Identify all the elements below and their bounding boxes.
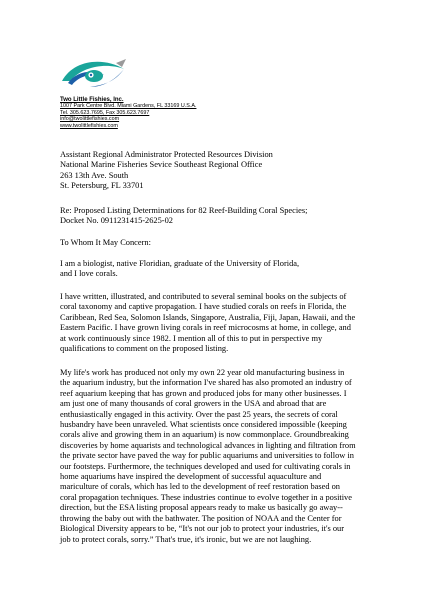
website-link[interactable]: www.twolittlefishies.com [60, 122, 118, 129]
phone-fax-link[interactable]: Tel. 305.623.7695, Fax 305.623.7697 [60, 109, 150, 116]
paragraph-line: the aquarium industry, but the information I've shared has also promoted an industry of [60, 378, 352, 388]
paragraph-line: at work continuously since 1982. I mention all of this to put in perspective my [60, 333, 323, 343]
paragraph-line: our footsteps. Furthermore, the techniques developed and used for cultivating corals in [60, 461, 351, 471]
recipient-line: National Marine Fisheries Sevice Southeast Regional Office [60, 160, 263, 170]
paragraph-line: coral propagation techniques. These industries continue to evolve together in a positive [60, 492, 352, 502]
paragraph-qualifications [60, 292, 390, 354]
letterhead [60, 97, 196, 129]
paragraph-industry [60, 368, 390, 545]
paragraph-line: qualifications to comment on the proposed listing. [60, 344, 229, 354]
paragraph-line: coral taxonomy and captive propagation. I have studied corals on reefs in Florida, the [60, 302, 347, 312]
paragraph-line: home aquariums have inspired the development of successful aquaculture and [60, 472, 322, 482]
paragraph-line: Biological Diversity appears to be, “It's not our job to protect your industries, it's our [60, 524, 344, 534]
recipient-line: St. Petersburg, FL 33701 [60, 181, 144, 191]
paragraph-line: My life's work has produced not only my own 22 year old manufacturing business in [60, 368, 345, 377]
paragraph-line: Eastern Pacific. I have grown living corals in reef microcosms at home, in college, and [60, 323, 351, 333]
paragraph-line: job to protect corals, sorry.” That's true, it's ironic, but we are not laughing. [60, 534, 312, 544]
email-link[interactable]: info@twolittlefishies.com [60, 116, 120, 123]
paragraph-line: discoveries by home aquarists and technological advances in lighting and filtration from [60, 440, 356, 450]
paragraph-line: I have written, illustrated, and contributed to several seminal books on the subjects of [60, 292, 347, 301]
subject-text: Re: Proposed Listing Determinations for 82 Reef-Building Coral Species; [60, 206, 308, 215]
company-name: Two Little Fishies, Inc. [60, 97, 124, 103]
recipient-line: Assistant Regional Administrator Protected Resources Division [60, 150, 273, 159]
recipient-address [60, 150, 390, 192]
paragraph-intro [60, 259, 390, 280]
subject-text: Docket No. 0911231415-2625-02 [60, 216, 173, 226]
paragraph-line: and I love corals. [60, 269, 118, 279]
paragraph-line: husbandry have been unraveled. What scientists once considered impossible (keeping [60, 420, 347, 430]
paragraph-line: the private sector have paved the way for public aquariums and universities to follow in [60, 451, 354, 461]
paragraph-line: Caribbean, Red Sea, Solomon Islands, Singapore, Australia, Fiji, Japan, Hawaii, and the [60, 312, 356, 322]
company-address-link[interactable]: 1007 Park Centre Blvd. Miami Gardens, FL 33169 U.S.A. [60, 103, 197, 110]
salutation-text: To Whom It May Concern: [60, 238, 151, 247]
salutation [60, 238, 390, 248]
paragraph-line: reef aquarium keeping that has grown and produced jobs for many other businesses. I [60, 388, 347, 398]
fish-logo-icon [60, 57, 130, 89]
paragraph-line: mariculture of corals, which has led to the development of reef restoration based on [60, 482, 340, 492]
paragraph-line: throwing the baby out with the bathwater. The position of NOAA and the Center for [60, 513, 342, 523]
paragraph-line: corals alive and growing them in an aquarium) is now commonplace. Groundbreaking [60, 430, 349, 440]
subject-line [60, 206, 390, 227]
paragraph-line: enthusiastically engaged in this activity. Over the past 25 years, the secrets of coral [60, 409, 338, 419]
paragraph-line: direction, but the ESA listing proposal appears ready to make us basically go away-- [60, 503, 343, 513]
paragraph-line: am just one of many thousands of coral growers in the USA and abroad that are [60, 399, 327, 409]
paragraph-line: I am a biologist, native Floridian, graduate of the University of Florida, [60, 259, 300, 268]
recipient-line: 263 13th Ave. South [60, 170, 129, 180]
